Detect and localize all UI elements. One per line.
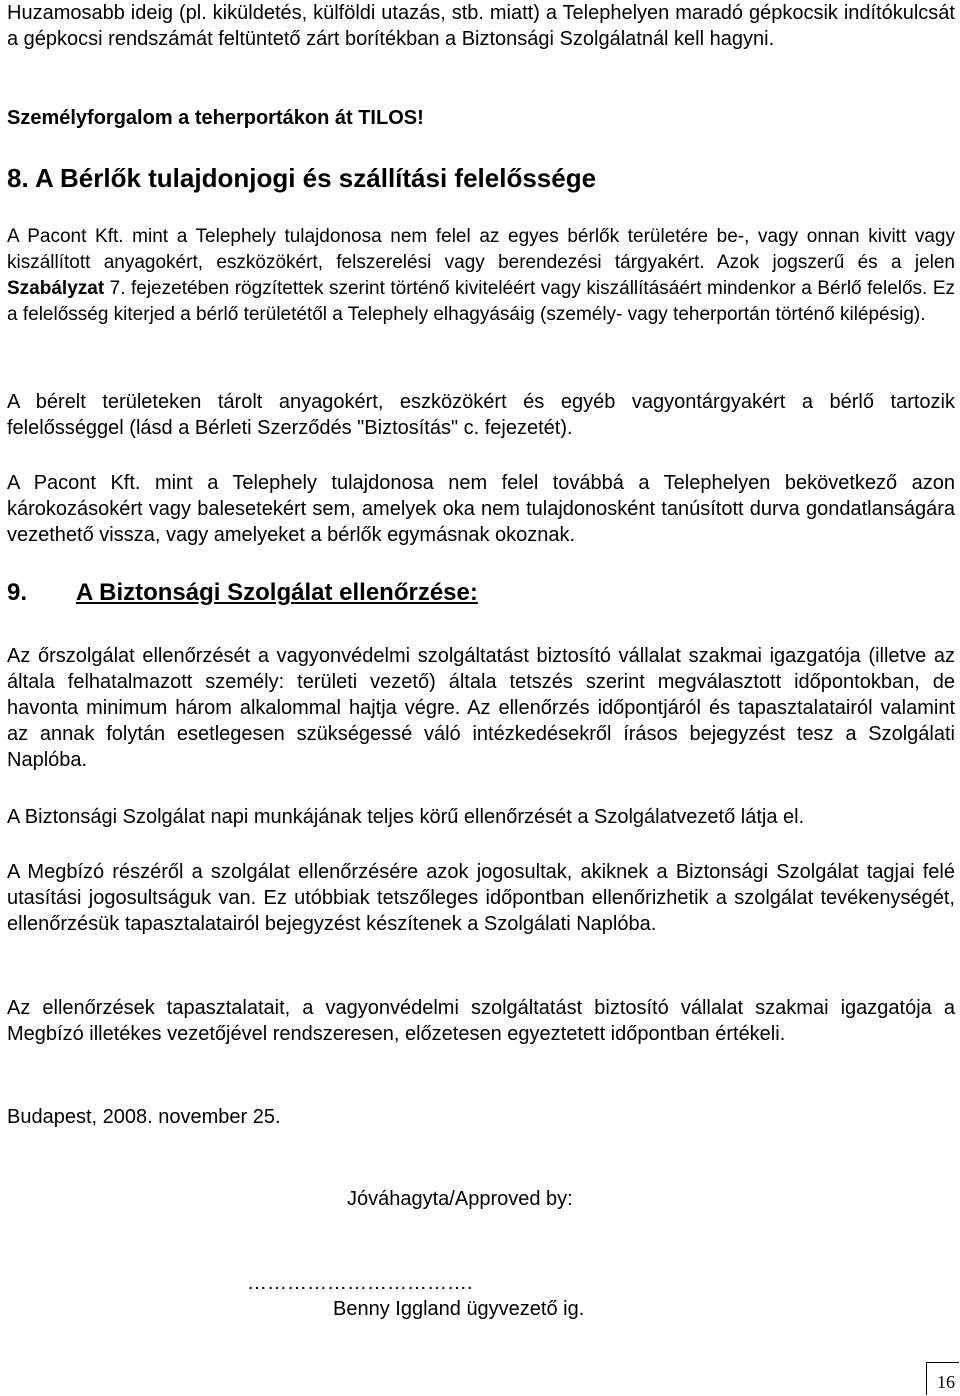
section-9-paragraph-3: A Megbízó részéről a szolgálat ellenőrzésére azok jogosultak, akiknek a Biztonsági Szolgálat tagjai felé utasítási jogosultságuk van. Ez utóbbiak tetszőleges időpontban ellenőrizhetik a szolgálat tevékenységét, ellenőrzésük tapasztalatairól bejegyzést készítenek a Szolgálati Naplóba. — [7, 861, 955, 935]
approved-by-label: Jóváhagyta/Approved by: — [347, 1188, 573, 1210]
section-8-paragraph-1 — [7, 224, 955, 328]
section-9-title: A Biztonsági Szolgálat ellenőrzése: — [76, 579, 478, 606]
section-9-number: 9. — [7, 579, 28, 606]
date-line: Budapest, 2008. november 25. — [7, 1106, 281, 1128]
section-9-paragraph-1: Az őrszolgálat ellenőrzését a vagyonvédelmi szolgáltatást biztosító vállalat szakmai igazgatója (illetve az általa felhatalmazott személy: területi vezető) általa tetszés szerint megválasztott időpontokban, de havonta minimum három alkalommal hajtja végre. Az ellenőrzés időpontjáról és tapasztalatairól valamint az annak folytán esetlegesen szükségessé váló intézkedésekről írásos bejegyzést tesz a Szolgálati Naplóba. — [7, 645, 955, 771]
page-number-box — [926, 1362, 959, 1395]
section-8-p1-part-a: A Pacont Kft. mint a Telephely tulajdonosa nem felel az egyes bérlők területére be-, vagy onnan kivitt vagy kiszállított anyagokért, eszközökért, felszerelési vagy berendezési tárgyakért. Azok jogszerű és a jelen — [7, 226, 955, 273]
paragraph-key-deposit: Huzamosabb ideig (pl. kiküldetés, külföldi utazás, stb. miatt) a Telephelyen maradó gépkocsik indítókulcsát a gépkocsi rendszámát feltüntető zárt borítékban a Biztonsági Szolgálatnál kell hagyni. — [7, 2, 955, 50]
signature-line: ……………………………. — [247, 1272, 473, 1294]
section-8-paragraph-2: A bérelt területeken tárolt anyagokért, eszközökért és egyéb vagyontárgyakért a bérlő tartozik felelősséggel (lásd a Bérleti Szerződés "Biztosítás" c. fejezetét). — [7, 391, 955, 439]
section-8-paragraph-3: A Pacont Kft. mint a Telephely tulajdonosa nem felel továbbá a Telephelyen bekövetkező azon károkozásokért vagy balesetekért sem, amelyek oka nem tulajdonosként tanúsított durva gondatlanságára vezethető vissza, vagy amelyeket a bérlők egymásnak okoznak. — [7, 472, 955, 546]
section-9-paragraph-4: Az ellenőrzések tapasztalatait, a vagyonvédelmi szolgáltatást biztosító vállalat szakmai igazgatója a Megbízó illetékes vezetőjével rendszeresen, előzetesen egyeztetett időpontban értékeli. — [7, 997, 955, 1045]
section-8-p1-part-c: 7. fejezetében rögzítettek szerint történő kiviteléért vagy kiszállításáért mindenkor a Bérlő felelős. Ez a felelősség kiterjed a bérlő területétől a Telephely elhagyásáig (személy- vagy teherportán történő kilépésig). — [7, 278, 955, 325]
page-number: 16 — [937, 1372, 955, 1392]
section-8-title: A Bérlők tulajdonjogi és szállítási felelőssége — [34, 163, 597, 193]
section-8-p1-rules-term: Szabályzat — [7, 278, 105, 299]
notice-no-pedestrian-traffic: Személyforgalom a teherportákon át TILOS! — [7, 107, 424, 129]
section-8-number: 8. — [7, 163, 29, 193]
section-9-paragraph-2: A Biztonsági Szolgálat napi munkájának teljes körű ellenőrzését a Szolgálatvezető látja el. — [7, 806, 805, 828]
signatory-name: Benny Iggland ügyvezető ig. — [333, 1298, 585, 1320]
section-8-heading — [7, 163, 955, 193]
section-9-heading — [7, 578, 955, 608]
